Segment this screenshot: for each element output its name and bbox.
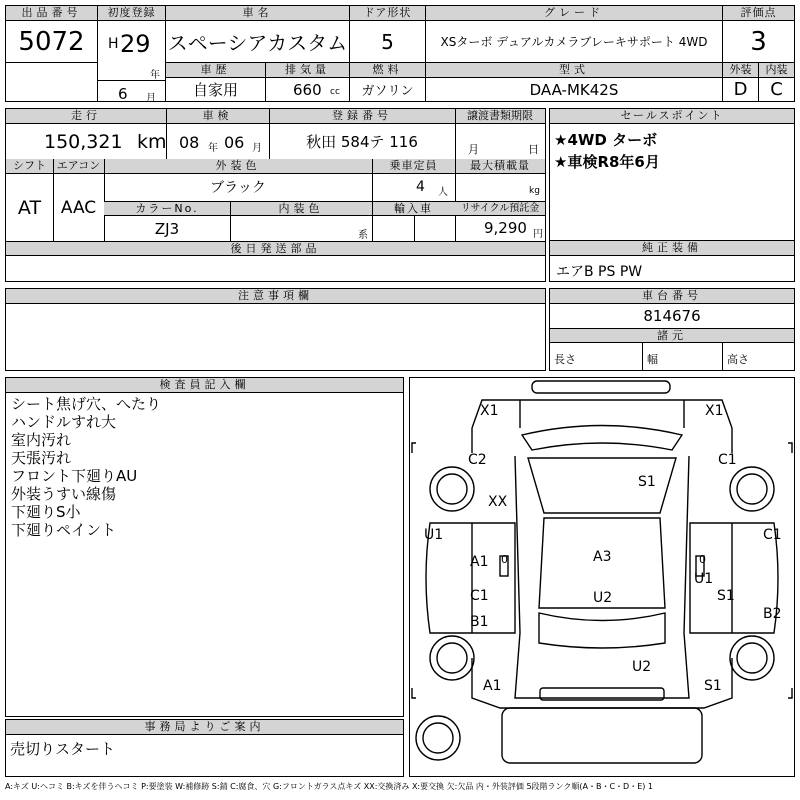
standard-equipment: エアB PS PW (556, 264, 643, 280)
era-letter: H (108, 36, 119, 52)
transfer-day: 日 (528, 143, 539, 156)
grade-box (425, 5, 723, 63)
lot-number-blank-box (5, 62, 98, 102)
mark-a1-rear: A1 (483, 678, 502, 694)
standard-equipment-header: 純正装備 (550, 241, 794, 256)
mark-b2-right: B2 (763, 606, 782, 622)
inspection-header: 車検 (166, 109, 269, 124)
width-label: 幅 (647, 353, 658, 366)
sales-point-2: ★車検R8年6月 (554, 153, 660, 171)
length-label: 長さ (554, 353, 576, 366)
mark-x1-left: X1 (480, 403, 499, 419)
history-box (165, 62, 266, 102)
standard-equipment-box (549, 240, 795, 282)
mark-o-left: 0 (501, 553, 508, 566)
inspector-note: 天張汚れ (11, 449, 72, 467)
car-name-box (165, 5, 350, 63)
office-guidance-header: 事務局よりご案内 (6, 720, 403, 735)
shift-header: シフト (6, 159, 53, 174)
car-name-header: 車名 (166, 6, 349, 21)
mark-c1-top-right: C1 (718, 452, 737, 468)
mark-b1-left: B1 (470, 614, 489, 630)
lot-number-header: 出品番号 (6, 6, 97, 21)
color-header: 外装色 (104, 159, 372, 174)
interior-color-unit: 系 (358, 230, 368, 241)
inspector-note: 下廻りペイント (11, 521, 117, 539)
fuel-box (349, 62, 426, 102)
mark-u2-rear: U2 (632, 659, 652, 675)
vehicle-details-block (5, 108, 546, 282)
interior-grade-header: 内装 (759, 63, 794, 78)
mark-x1-right: X1 (705, 403, 724, 419)
fuel: ガソリン (361, 84, 414, 99)
displacement-unit: cc (330, 87, 340, 97)
interior-grade: C (770, 79, 783, 100)
notes-header: 注意事項欄 (6, 289, 545, 304)
history: 自家用 (192, 81, 238, 99)
mark-a3: A3 (593, 549, 612, 565)
lot-number-box (5, 5, 98, 63)
model-header: 型式 (426, 63, 722, 78)
inspection-month: 06 (224, 133, 245, 152)
dimensions-header: 諸元 (550, 328, 794, 343)
exterior-grade-header: 外装 (723, 63, 758, 78)
office-guidance-box (5, 719, 404, 777)
door-header: ドア形状 (350, 6, 425, 21)
notes-box (5, 288, 546, 371)
inspector-note: 外装うすい線傷 (11, 485, 117, 503)
displacement-header: 排気量 (266, 63, 349, 78)
month-unit: 月 (146, 93, 156, 104)
inspector-note: 室内汚れ (11, 431, 72, 449)
registration-year: 29 (120, 30, 151, 58)
aircon-header: エアコン (53, 159, 104, 174)
mileage: 150,321 (44, 131, 123, 153)
first-registration-header: 初度登録 (98, 6, 165, 21)
interior-grade-box (758, 62, 795, 102)
capacity-unit: 人 (438, 187, 448, 198)
recycle-unit: 円 (533, 229, 543, 240)
chassis-header: 車台番号 (550, 289, 794, 304)
displacement: 660 (293, 81, 322, 99)
mark-c1-right: C1 (763, 527, 782, 543)
sales-points-header: セールスポイント (550, 109, 794, 124)
sales-point-1: ★4WD ターボ (554, 131, 658, 149)
car-diagram (410, 378, 794, 776)
chassis-box (549, 288, 795, 371)
mark-c2: C2 (468, 452, 487, 468)
recycle-fee: 9,290 (484, 219, 527, 237)
mark-s1-rear: S1 (704, 678, 722, 694)
mark-s1-right: S1 (717, 588, 735, 604)
mark-s1-hood: S1 (638, 474, 656, 490)
score-box (722, 5, 795, 63)
inspection-year: 08 (179, 133, 200, 152)
load-unit: kg (529, 186, 540, 196)
mark-xx: XX (488, 494, 508, 510)
plate-number: 秋田 584テ 116 (306, 132, 418, 151)
height-label: 高さ (727, 353, 749, 366)
recycle-header: リサイクル預託金 (455, 201, 545, 216)
color-number-header: カラーNo. (104, 201, 230, 216)
capacity-header: 乗車定員 (372, 159, 455, 174)
lot-number: 5072 (18, 26, 85, 57)
first-registration-box (97, 5, 166, 102)
office-guidance-text: 売切りスタート (10, 740, 116, 758)
grade: XSターボ デュアルカメラブレーキサポート 4WD (440, 35, 708, 49)
transfer-month: 月 (468, 143, 479, 156)
fuel-header: 燃料 (350, 63, 425, 78)
later-parts-header: 後日発送部品 (6, 241, 545, 256)
exterior-grade: D (733, 79, 748, 100)
load-header: 最大積載量 (455, 159, 545, 174)
mileage-header: 走行 (6, 109, 166, 124)
import-header: 輸入車 (372, 201, 455, 216)
door-box (349, 5, 426, 63)
mark-c1-left-rear: C1 (470, 588, 489, 604)
sales-points-box (549, 108, 795, 241)
exterior-color: ブラック (210, 180, 266, 196)
inspector-note: 下廻りS小 (11, 503, 81, 521)
car-name: スペーシアカスタム (167, 31, 348, 55)
mileage-unit: km (137, 131, 167, 153)
model-box (425, 62, 723, 102)
exterior-grade-box (722, 62, 759, 102)
mark-u1-right: U1 (694, 571, 714, 587)
color-number: ZJ3 (154, 219, 180, 238)
mark-o-right: 0 (699, 553, 706, 566)
registration-month: 6 (118, 85, 128, 103)
legend-footer: A:キズ U:ヘコミ B:キズを伴うヘコミ P:要塗装 W:補修跡 S:錆 C:腐食、穴 G:フロントガラス点キズ XX:交換済み X:要交換 欠:欠品 内・外装評価 5段階ランク順(A・B・C・D・E) 1 (5, 782, 654, 791)
inspector-notes-box (5, 377, 404, 717)
score-header: 評価点 (723, 6, 794, 21)
displacement-box (265, 62, 350, 102)
plate-header: 登録番号 (269, 109, 455, 124)
transfer-header: 譲渡書類期限 (455, 109, 545, 124)
chassis-number: 814676 (643, 307, 701, 325)
capacity: 4 (416, 179, 425, 195)
inspection-month-unit: 月 (252, 143, 262, 154)
history-header: 車歴 (166, 63, 265, 78)
shift: AT (17, 196, 42, 219)
inspector-note: ハンドルすれ大 (11, 413, 117, 431)
score: 3 (750, 26, 767, 57)
mark-u1-left: U1 (424, 527, 444, 543)
interior-color-header: 内装色 (230, 201, 372, 216)
inspector-notes-header: 検査員記入欄 (6, 378, 403, 393)
year-unit: 年 (150, 70, 160, 81)
mark-a1-left: A1 (470, 554, 489, 570)
door-count: 5 (381, 29, 394, 54)
mark-u2-roof: U2 (593, 590, 613, 606)
inspection-year-unit: 年 (208, 143, 218, 154)
grade-header: グレード (426, 6, 722, 21)
inspector-note: フロント下廻りAU (11, 467, 138, 485)
model: DAA-MK42S (529, 80, 619, 99)
aircon: AAC (60, 197, 97, 218)
car-diagram-box (409, 377, 795, 777)
inspector-note: シート焦げ穴、へたり (11, 395, 162, 413)
